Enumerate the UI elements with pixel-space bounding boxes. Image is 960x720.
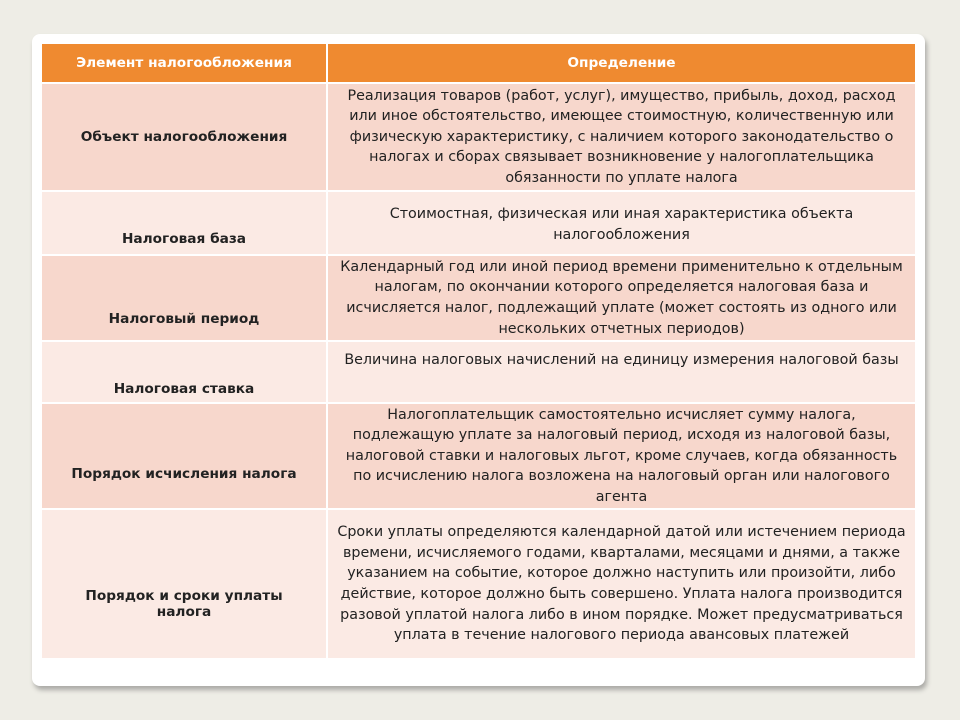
term-cell: Порядок исчисления налога: [42, 404, 328, 510]
definition-cell: Величина налоговых начислений на единицу измерения налоговой базы: [328, 342, 915, 404]
term-cell: Налоговая ставка: [42, 342, 328, 404]
header-element: Элемент налогообложения: [42, 44, 328, 84]
definition-cell: Налогоплательщик самостоятельно исчисляет сумму налога, подлежащую уплате за налоговый период, исходя из налоговой базы, налоговой ставки и налоговых льгот, кроме случаев, когда обязанность по исчислению налога возложена на налоговый орган или налогового агента: [328, 404, 915, 510]
table-row: [42, 404, 915, 510]
term-cell: Налоговый период: [42, 256, 328, 342]
term-cell: Налоговая база: [42, 192, 328, 256]
definition-cell: Стоимостная, физическая или иная характеристика объекта налогообложения: [328, 192, 915, 256]
table-row: [42, 192, 915, 256]
table-row: [42, 342, 915, 404]
table-row: [42, 84, 915, 192]
definition-cell: Сроки уплаты определяются календарной датой или истечением периода времени, исчисляемого годами, кварталами, месяцами и днями, а также указанием на событие, которое должно наступить или произойти, либо действие, которое должно быть совершено. Уплата налога производится разовой уплатой налога либо в ином порядке. Может предусматриваться уплата в течение налогового периода авансовых платежей: [328, 510, 915, 660]
slide-card: [32, 34, 925, 686]
definition-cell: Реализация товаров (работ, услуг), имущество, прибыль, доход, расход или иное обстоятельство, имеющее стоимостную, количественную или физическую характеристику, с наличием которого законодательство о налогах и сборах связывает возникновение у налогоплательщика обязанности по уплате налога: [328, 84, 915, 192]
definition-cell: Календарный год или иной период времени применительно к отдельным налогам, по окончании которого определяется налоговая база и исчисляется налог, подлежащий уплате (может состоять из одного или нескольких отчетных периодов): [328, 256, 915, 342]
term-cell: Порядок и сроки уплаты налога: [42, 510, 328, 660]
header-definition: Определение: [328, 44, 915, 84]
tax-elements-table: [42, 44, 915, 660]
term-cell: Объект налогообложения: [42, 84, 328, 192]
table-header-row: [42, 44, 915, 84]
table-row: [42, 510, 915, 660]
table-row: [42, 256, 915, 342]
